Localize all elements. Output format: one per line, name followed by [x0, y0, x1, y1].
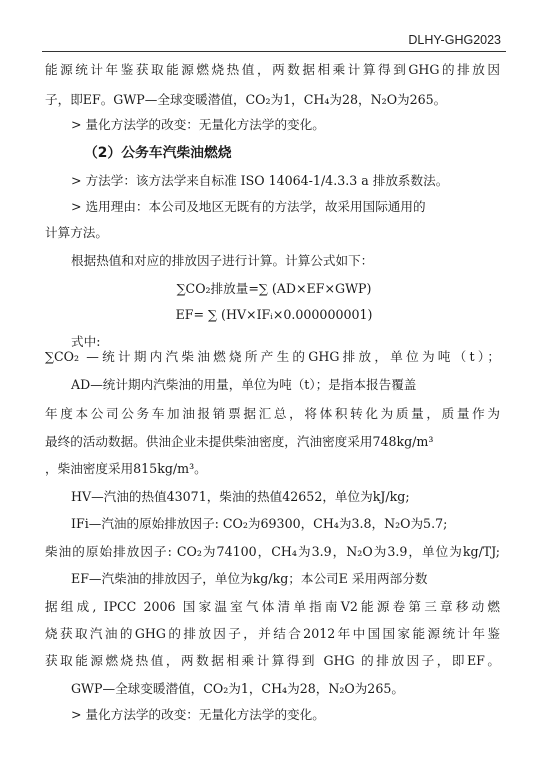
section-heading: （2）公务车汽柴油燃烧	[84, 145, 232, 161]
text-line: GWP—全球变暖潜值，CO₂为1，CH₄为28，N₂O为265。	[71, 681, 404, 696]
text-line: AD—统计期内汽柴油的用量，单位为吨（t）；是指本报告覆盖	[71, 377, 417, 392]
text-line: ∑CO₂ —统计期内汽柴油燃烧所产生的GHG排放，单位为吨（t）；	[45, 349, 500, 364]
text-line: 柴油的原始排放因子: CO₂为74100，CH₄为3.9，N₂O为3.9，单位为kg/TJ;	[45, 544, 500, 559]
text-line: EF—汽柴油的排放因子，单位为kg/kg；本公司E 采用两部分数	[71, 571, 428, 586]
text-line: IFi—汽油的原始排放因子: CO₂为69300，CH₄为3.8，N₂O为5.7;	[71, 516, 448, 531]
text-line: > 量化方法学的改变：无量化方法学的变化。	[71, 707, 325, 722]
formula-line: ∑CO₂排放量=∑ (AD×EF×GWP)	[176, 281, 372, 296]
text-line: 能源统计年鉴获取能源燃烧热值，两数据相乘计算得到GHG的排放因	[45, 62, 500, 77]
text-line: ，柴油密度采用815kg/m³。	[45, 461, 207, 476]
text-line: 最终的活动数据。供油企业未提供柴油密度，汽油密度采用748kg/m³	[45, 434, 434, 449]
text-line: 据组成, IPCC 2006 国家温室气体清单指南V2能源卷第三章移动燃	[45, 599, 500, 614]
text-line: HV—汽油的热值43071，柴油的热值42652，单位为kJ/kg;	[71, 489, 410, 504]
text-line: 计算方法。	[45, 225, 108, 240]
text-line: 子，即EF。GWP—全球变暖潜值，CO₂为1，CH₄为28，N₂O为265。	[45, 92, 447, 107]
text-line: 年度本公司公务车加油报销票据汇总，将体积转化为质量，质量作为	[45, 406, 500, 421]
text-line: > 量化方法学的改变：无量化方法学的变化。	[71, 117, 325, 132]
text-line: > 选用理由：本公司及地区无既有的方法学，故采用国际通用的	[71, 199, 426, 214]
text-line: 获取能源燃烧热值，两数据相乘计算得到 GHG 的排放因子，即EF。	[45, 653, 500, 668]
document-code: DLHY-GHG2023	[408, 33, 501, 47]
formula-line: EF= ∑ (HV×IFᵢ×0.000000001)	[175, 307, 373, 322]
text-line: 烧获取汽油的GHG的排放因子，并结合2012年中国国家能源统计年鉴	[45, 626, 500, 641]
text-line: 式中:	[71, 334, 101, 349]
text-line: > 方法学：该方法学来自标准 ISO 14064-1/4.3.3 a 排放系数法。	[71, 173, 449, 188]
text-line: 根据热值和对应的排放因子进行计算。计算公式如下：	[71, 253, 374, 268]
header-rule	[42, 51, 506, 52]
